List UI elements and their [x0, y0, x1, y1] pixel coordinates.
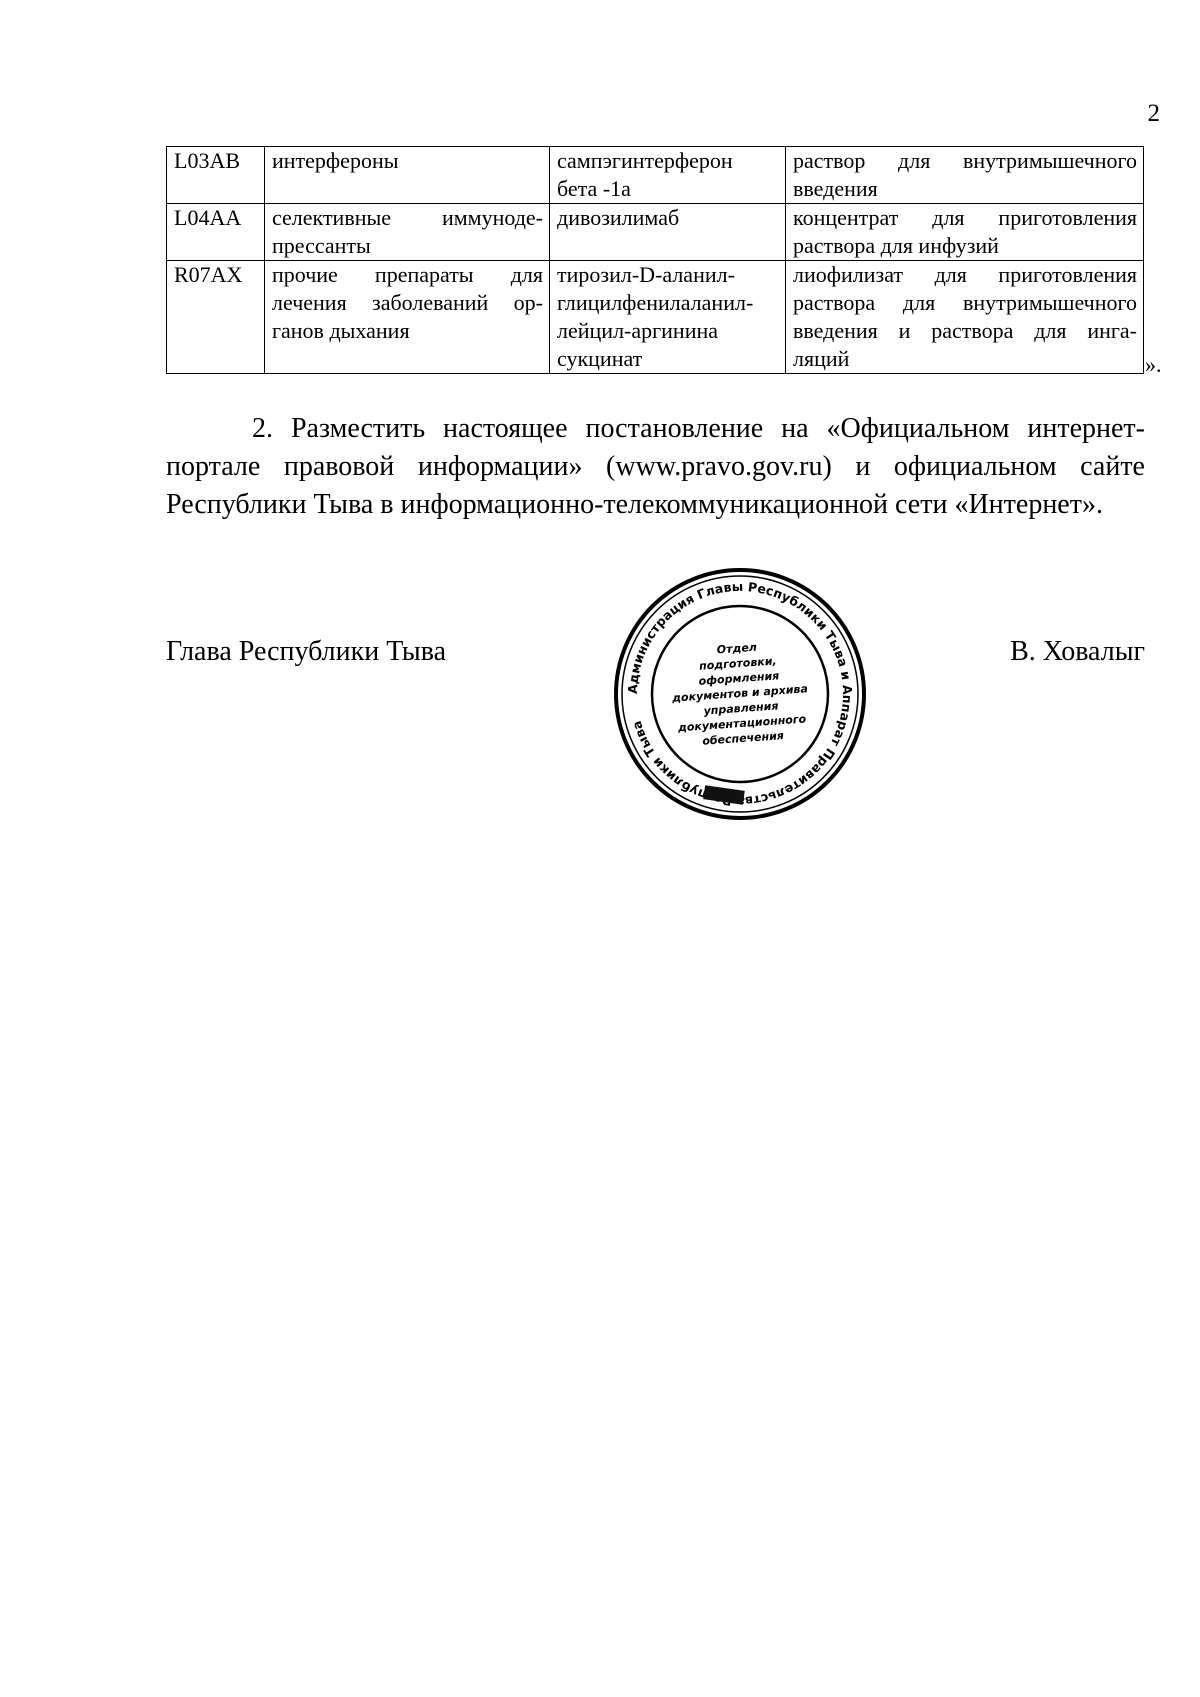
seal-center-line: документационного [677, 712, 807, 735]
group-cell [265, 261, 550, 374]
atc-code-cell: L03AB [167, 147, 265, 204]
drug-table [166, 146, 1144, 374]
closing-quote: ». [1145, 352, 1162, 377]
seal-center-line: Отдел [716, 640, 758, 657]
drug-cell [550, 261, 786, 374]
table-row [167, 204, 1144, 261]
group-line: прессанты [272, 233, 371, 258]
form-line: концентрат для приготовления [793, 205, 1137, 230]
table-row [167, 147, 1144, 204]
official-seal-stamp [612, 566, 868, 822]
form-cell [786, 261, 1144, 374]
seal-center-line: оформления [698, 669, 780, 688]
form-line: ляций [793, 346, 850, 371]
group-line: селективные иммуноде- [272, 205, 543, 230]
drug-line: тирозил-D-аланил- [557, 262, 735, 287]
group-line: ганов дыхания [272, 318, 410, 343]
drug-line: дивозилимаб [557, 205, 680, 230]
signer-position: Глава Республики Тыва [166, 636, 447, 667]
form-cell [786, 204, 1144, 261]
body-paragraph: 2. Разместить настоящее постановление на «Официальном интернет-портале правовой информации» (www.pravo.gov.ru) и официальном сайте Республики Тыва в информационно-телекоммуникационной сети «Интернет». [166, 413, 1145, 520]
seal-center-line: подготовки, [698, 654, 778, 673]
form-line: введения и раствора для инга- [793, 318, 1137, 343]
drug-cell [550, 204, 786, 261]
table-row [167, 261, 1144, 374]
group-cell: интерфероны [265, 147, 550, 204]
form-cell [786, 147, 1144, 204]
drug-line: лейцил-аргинина [557, 318, 719, 343]
signer-name: В. Ховалыг [1010, 636, 1145, 667]
drug-line: глицилфенилаланил- [557, 290, 754, 315]
drug-line: сампэгинтерферон [557, 148, 733, 173]
seal-center-line: обеспечения [701, 729, 785, 748]
group-line: лечения заболеваний ор- [272, 290, 543, 315]
form-line: раствора для внутримышечного [793, 290, 1137, 315]
drug-line: сукцинат [557, 346, 643, 371]
form-line: раствора для инфузий [793, 233, 999, 258]
group-line: прочие препараты для [272, 262, 543, 287]
seal-center-line: документов и архива [671, 682, 809, 705]
atc-code-cell: L04AA [167, 204, 265, 261]
form-line: раствор для внутримышечного [793, 148, 1137, 173]
form-line: введения [793, 176, 878, 201]
drug-line: бета -1а [557, 176, 631, 201]
page-number: 2 [1147, 100, 1160, 127]
seal-center-line: управления [703, 699, 779, 718]
drug-cell [550, 147, 786, 204]
group-cell [265, 204, 550, 261]
atc-code-cell: R07AX [167, 261, 265, 374]
form-line: лиофилизат для приготовления [793, 262, 1137, 287]
seal-ring-text: Администрация Главы Республики Тыва и Аппарат Правительств публики Тыва [624, 578, 856, 809]
